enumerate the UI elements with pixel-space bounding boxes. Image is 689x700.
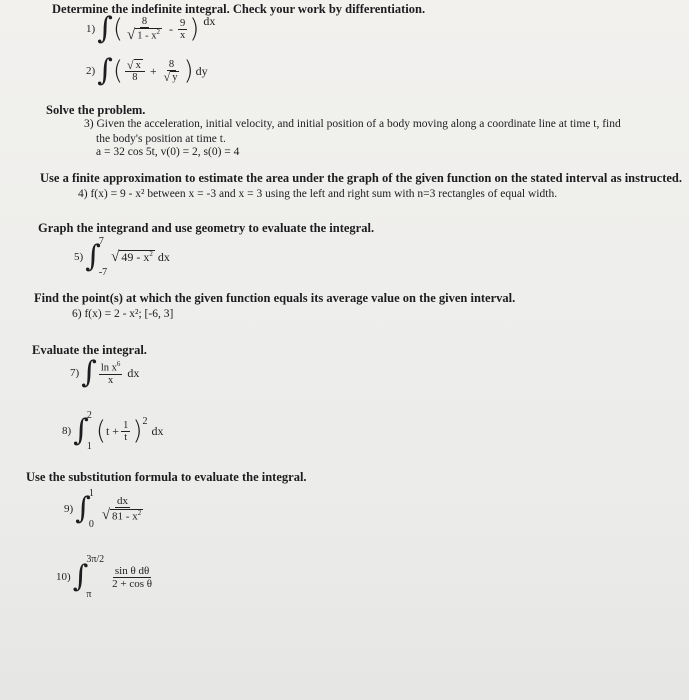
integral-sign: ∫ xyxy=(72,559,89,594)
square-root xyxy=(111,250,155,265)
problem-8-number: 8) xyxy=(62,425,72,437)
integral-limits xyxy=(87,410,92,452)
numerator: 8 xyxy=(141,15,148,27)
differential: dx xyxy=(151,423,164,438)
radical-sign: √ xyxy=(101,507,111,523)
differential: dy xyxy=(195,63,208,78)
problem-3-line-2: the body's position at time t. xyxy=(96,133,226,145)
denominator: 8 xyxy=(132,72,138,84)
upper-limit: 2 xyxy=(86,410,92,421)
differential: dx xyxy=(127,365,140,380)
section-header-substitution: Use the substitution formula to evaluate the integral. xyxy=(26,470,307,484)
radical-sign: √ xyxy=(163,70,171,85)
problem-1-number: 1) xyxy=(86,23,96,35)
section-header-graph: Graph the integrand and use geometry to evaluate the integral. xyxy=(38,221,375,235)
problem-3-line-1: Given the acceleration, initial velocity, and initial position of a body moving along a coordinate line at time t, find xyxy=(96,118,621,130)
section-header-finite: Use a finite approximation to estimate the area under the graph of the given function on the stated interval as instructed. xyxy=(40,171,682,185)
upper-limit: 3π/2 xyxy=(86,554,105,565)
integral-limits xyxy=(86,554,104,600)
problem-6-text: f(x) = 2 - x²; [-6, 3] xyxy=(84,308,174,320)
differential: dx xyxy=(203,13,216,28)
fraction xyxy=(121,420,130,443)
problem-1 xyxy=(86,11,216,46)
denominator xyxy=(125,28,164,43)
problem-7 xyxy=(70,355,140,390)
problem-3 xyxy=(84,118,621,130)
section-header-average: Find the point(s) at which the given function equals its average value on the given interval. xyxy=(34,291,516,305)
upper-limit: 1 xyxy=(88,488,94,499)
problem-4-text: f(x) = 9 - x² between x = -3 and x = 3 using the left and right sum with n=3 rectangles of equal width. xyxy=(90,188,558,200)
problem-9-number: 9) xyxy=(64,503,74,515)
problem-2 xyxy=(86,53,208,88)
problem-5-number: 5) xyxy=(74,251,84,263)
problem-4 xyxy=(78,188,557,200)
left-paren: ( xyxy=(95,416,106,446)
integral-sign: ∫ xyxy=(97,53,113,88)
radical-sign: √ xyxy=(126,58,134,73)
right-paren: ) xyxy=(189,14,200,44)
radicand: $1 - x^2$ xyxy=(137,28,160,42)
differential: dx xyxy=(157,249,170,264)
denominator: 2 + cos θ xyxy=(112,577,153,590)
numerator: dx xyxy=(117,495,129,507)
numerator: $\ln x^6$ xyxy=(100,360,121,374)
numerator xyxy=(125,59,145,73)
right-paren: ) xyxy=(132,416,143,446)
exponent: 2 xyxy=(142,416,148,427)
denominator: x xyxy=(107,374,114,386)
fraction xyxy=(110,565,154,590)
fraction xyxy=(125,16,164,43)
radical-sign: √ xyxy=(111,248,120,265)
integral-sign: ∫ xyxy=(97,11,113,46)
integral-sign: ∫ xyxy=(85,239,101,274)
section-header-solve: Solve the problem. xyxy=(46,103,146,117)
radicand: x xyxy=(135,59,141,71)
left-paren: ( xyxy=(112,14,123,44)
problem-7-number: 7) xyxy=(70,367,80,379)
numerator: 8 xyxy=(168,58,175,70)
problem-6-number: 6) xyxy=(72,308,82,320)
integral-limits xyxy=(89,488,94,530)
integral-sign: ∫ xyxy=(75,491,91,526)
lower-limit: 1 xyxy=(86,441,92,452)
minus-sign: - xyxy=(168,21,173,36)
integral-sign: ∫ xyxy=(81,355,97,390)
integral-limits xyxy=(99,236,107,278)
problem-2-number: 2) xyxy=(86,65,96,77)
denominator: x xyxy=(179,29,186,41)
problem-4-number: 4) xyxy=(78,188,88,200)
integral-sign: ∫ xyxy=(73,413,89,448)
problem-6 xyxy=(72,308,173,320)
inner-term: t + xyxy=(105,423,120,438)
problem-8 xyxy=(62,410,163,452)
fraction xyxy=(99,360,123,386)
lower-limit: π xyxy=(86,589,92,600)
problem-9 xyxy=(64,488,147,530)
denominator: t xyxy=(124,431,128,443)
numerator: 9 xyxy=(179,17,186,29)
numerator: 1 xyxy=(123,419,129,431)
problem-10 xyxy=(56,554,156,600)
denominator xyxy=(162,71,182,84)
lower-limit: -7 xyxy=(98,267,108,278)
right-paren: ) xyxy=(183,56,194,86)
numerator: sin θ dθ xyxy=(114,564,150,577)
denominator xyxy=(100,508,145,523)
problem-10-number: 10) xyxy=(56,571,71,583)
radicand: $49 - x^2$ xyxy=(121,250,153,265)
fraction xyxy=(178,18,187,41)
radicand: $81 - x^2$ xyxy=(112,509,142,523)
fraction xyxy=(162,59,182,84)
radicand: y xyxy=(172,71,178,83)
section-header-evaluate: Evaluate the integral. xyxy=(32,343,147,357)
problem-3-number: 3) xyxy=(84,118,94,130)
left-paren: ( xyxy=(112,56,123,86)
radical-sign: √ xyxy=(126,26,136,43)
lower-limit: 0 xyxy=(88,519,94,530)
fraction xyxy=(100,495,145,523)
section-header-indefinite: Determine the indefinite integral. Check your work by differentiation. xyxy=(52,2,426,16)
fraction xyxy=(125,59,145,84)
problem-3-line-3: a = 32 cos 5t, v(0) = 2, s(0) = 4 xyxy=(96,146,240,158)
plus-sign: + xyxy=(149,63,157,78)
upper-limit: 7 xyxy=(98,236,104,247)
problem-5 xyxy=(74,236,170,278)
